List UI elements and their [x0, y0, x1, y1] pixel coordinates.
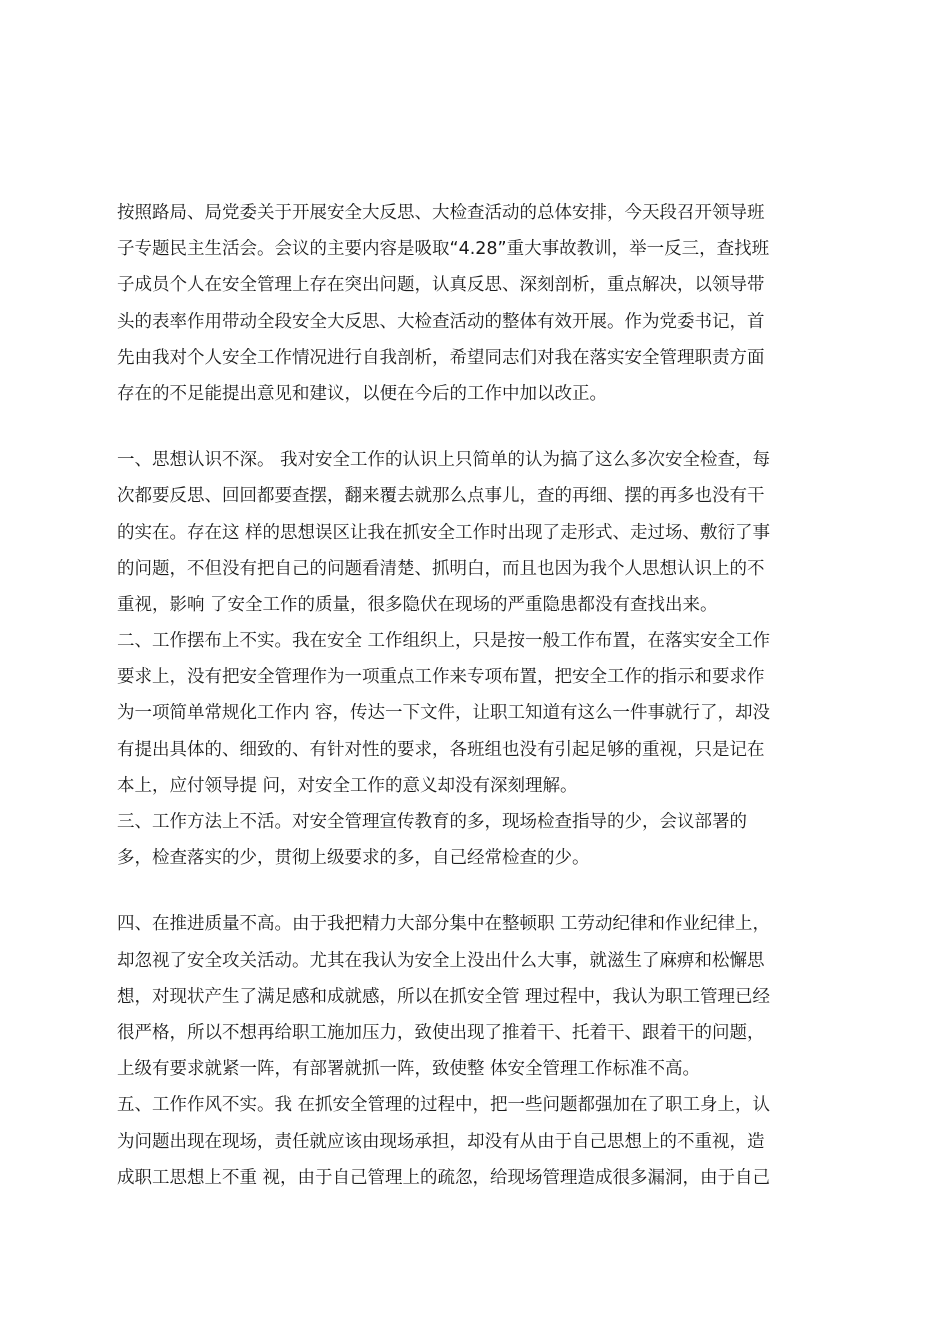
text-line: 一、思想认识不深。 我对安全工作的认识上只简单的认为搞了这么多次安全检查，每: [117, 450, 771, 471]
paragraph-intro: [117, 195, 837, 412]
paragraph-section-3: [117, 804, 837, 876]
text-line: 三、工作方法上不活。对安全管理宣传教育的多，现场检查指导的少，会议部署的: [117, 812, 747, 832]
text-line: 很严格，所以不想再给职工施加压力，致使出现了推着干、托着干、跟着干的问题，: [117, 1022, 765, 1043]
text-line: 有提出具体的、细致的、有针对性的要求，各班组也没有引起足够的重视，只是记在: [117, 739, 765, 760]
paragraph-gap: [117, 412, 837, 442]
text-line: 子成员个人在安全管理上存在突出问题，认真反思、深刻剖析，重点解决，以领导带: [117, 275, 765, 296]
text-line: 的问题，不但没有把自己的问题看清楚、抓明白，而且也因为我个人思想认识上的不: [117, 558, 765, 579]
text-line: 先由我对个人安全工作情况进行自我剖析，希望同志们对我在落实安全管理职责方面: [117, 347, 765, 368]
paragraph-section-5: [117, 1087, 837, 1196]
text-line: 五、工作作风不实。我 在抓安全管理的过程中，把一些问题都强加在了职工身上，认: [117, 1095, 771, 1116]
text-line: 本上，应付领导提 问，对安全工作的意义却没有深刻理解。: [117, 775, 578, 796]
text-line: 上级有要求就紧一阵，有部署就抓一阵，致使整 体安全管理工作标准不高。: [117, 1059, 701, 1080]
text-line: 子专题民主生活会。会议的主要内容是吸取“4.28”重大事故教训，举一反三，查找班: [117, 239, 770, 260]
text-line: 次都要反思、回回都要查摆，翻来覆去就那么点事儿，查的再细、摆的再多也没有干: [117, 486, 765, 507]
text-line: 为问题出现在现场，责任就应该由现场承担，却没有从由于自己思想上的不重视，造: [117, 1131, 765, 1152]
document-body: [117, 195, 837, 1196]
paragraph-section-1: [117, 442, 837, 623]
paragraph-gap: [117, 876, 837, 906]
text-line: 却忽视了安全攻关活动。尤其在我认为安全上没出什么大事，就滋生了麻痹和松懈思: [117, 950, 765, 971]
text-line: 的实在。存在这 样的思想误区让我在抓安全工作时出现了走形式、走过场、敷衍了事: [117, 522, 771, 543]
paragraph-section-2: [117, 623, 837, 804]
text-line: 存在的不足能提出意见和建议，以便在今后的工作中加以改正。: [117, 383, 607, 404]
text-line: 二、工作摆布上不实。我在安全 工作组织上，只是按一般工作布置，在落实安全工作: [117, 631, 771, 652]
text-line: 多，检查落实的少，贯彻上级要求的多，自己经常检查的少。: [117, 848, 590, 869]
paragraph-section-4: [117, 906, 837, 1087]
text-line: 按照路局、局党委关于开展安全大反思、大检查活动的总体安排，今天段召开领导班: [117, 203, 765, 223]
text-line: 四、在推进质量不高。由于我把精力大部分集中在整顿职 工劳动纪律和作业纪律上，: [117, 914, 771, 935]
text-line: 重视，影响 了安全工作的质量，很多隐伏在现场的严重隐患都没有查找出来。: [117, 594, 718, 615]
text-line: 为一项简单常规化工作内 容，传达一下文件，让职工知道有这么一件事就行了，却没: [117, 703, 771, 724]
text-line: 想，对现状产生了满足感和成就感，所以在抓安全管 理过程中，我认为职工管理已经: [117, 986, 771, 1007]
text-line: 成职工思想上不重 视，由于自己管理上的疏忽，给现场管理造成很多漏洞，由于自己: [117, 1167, 771, 1188]
text-line: 头的表率作用带动全段安全大反思、大检查活动的整体有效开展。作为党委书记，首: [117, 311, 765, 332]
text-line: 要求上，没有把安全管理作为一项重点工作来专项布置，把安全工作的指示和要求作: [117, 667, 765, 688]
